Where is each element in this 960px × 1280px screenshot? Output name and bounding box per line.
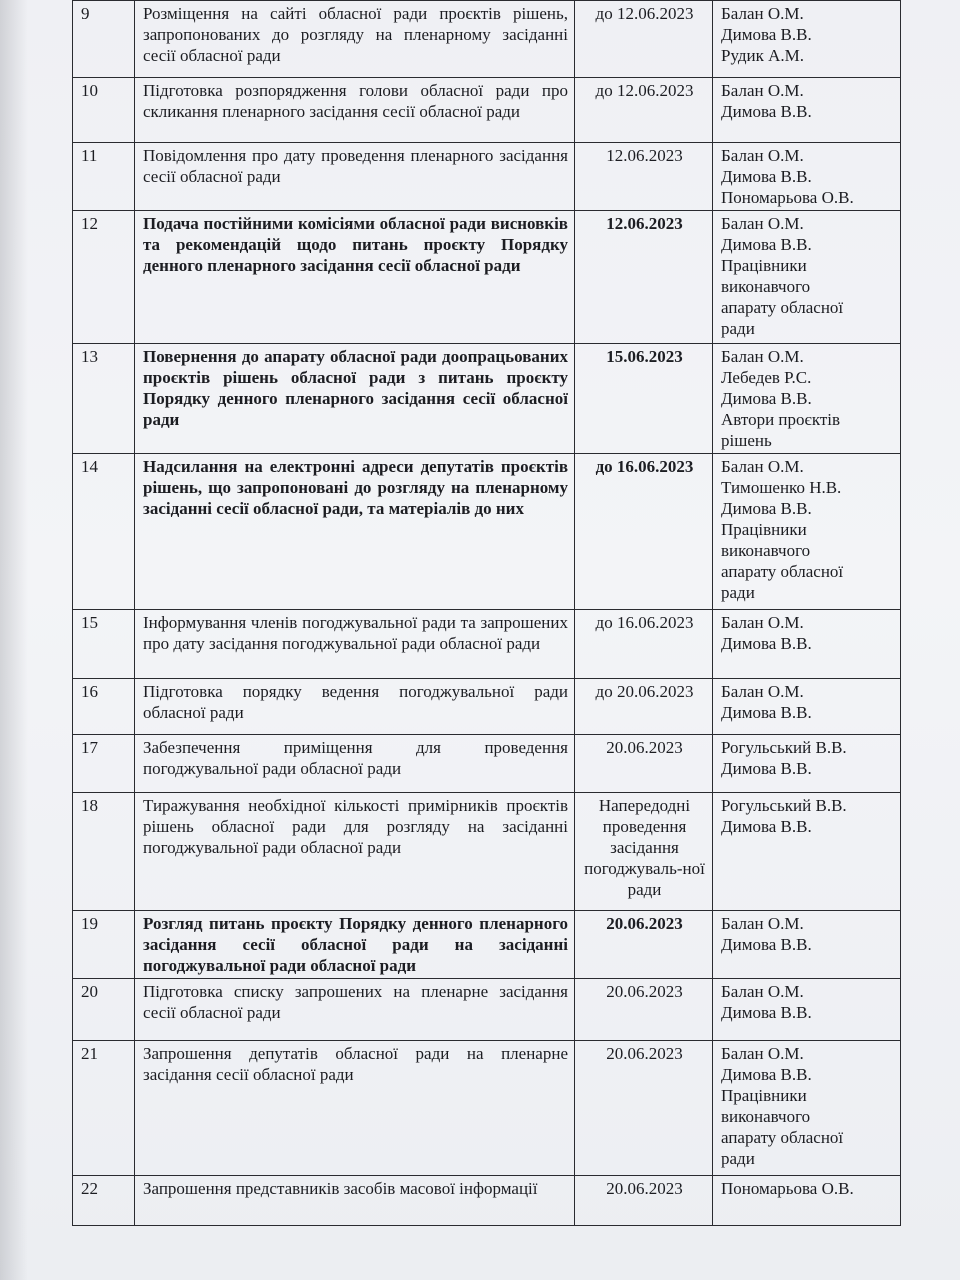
task-description: Запрошення депутатів обласної ради на пленарне засідання сесії обласної ради	[135, 1041, 575, 1176]
deadline: 15.06.2023	[575, 344, 713, 454]
responsible-person: Димова В.В.	[721, 634, 812, 653]
table-row	[73, 735, 901, 793]
task-description: Інформування членів погоджувальної ради та запрошених про дату засідання погоджувальної ради обласної ради	[135, 610, 575, 679]
table-row	[73, 911, 901, 979]
responsible-person: Тимошенко Н.В.	[721, 478, 842, 497]
responsible-person: виконавчого	[721, 541, 811, 560]
responsible-person: Балан О.М.	[721, 214, 804, 233]
responsible-person: Балан О.М.	[721, 347, 804, 366]
plan-table-body	[73, 1, 901, 1226]
task-description: Запрошення представників засобів масової інформації	[135, 1176, 575, 1226]
row-number: 15	[73, 610, 135, 679]
row-number: 21	[73, 1041, 135, 1176]
responsible-persons	[713, 344, 901, 454]
task-description: Забезпечення приміщення для проведення погоджувальної ради обласної ради	[135, 735, 575, 793]
table-row	[73, 979, 901, 1041]
responsible-person: Балан О.М.	[721, 682, 804, 701]
responsible-person: ради	[721, 583, 755, 602]
deadline: до 16.06.2023	[575, 454, 713, 610]
row-number: 22	[73, 1176, 135, 1226]
row-number: 11	[73, 143, 135, 211]
deadline: 12.06.2023	[575, 211, 713, 344]
task-description: Розгляд питань проєкту Порядку денного пленарного засідання сесії обласної ради на засіданні погоджувальної ради обласної ради	[135, 911, 575, 979]
table-row	[73, 1176, 901, 1226]
responsible-person: Димова В.В.	[721, 1065, 812, 1084]
responsible-persons	[713, 735, 901, 793]
table-row	[73, 610, 901, 679]
row-number: 18	[73, 793, 135, 911]
responsible-person: Автори проєктів	[721, 410, 841, 429]
responsible-person: апарату обласної	[721, 298, 844, 317]
responsible-person: Рудик А.М.	[721, 46, 805, 65]
plan-table	[72, 0, 901, 1226]
task-description: Підготовка списку запрошених на пленарне засідання сесії обласної ради	[135, 979, 575, 1041]
responsible-person: Пономарьова О.В.	[721, 1179, 854, 1198]
responsible-person: апарату обласної	[721, 1128, 844, 1147]
task-description: Підготовка розпорядження голови обласної ради про скликання пленарного засідання сесії обласної ради	[135, 78, 575, 143]
table-row	[73, 793, 901, 911]
row-number: 9	[73, 1, 135, 78]
row-number: 17	[73, 735, 135, 793]
deadline: 20.06.2023	[575, 1176, 713, 1226]
responsible-person: Балан О.М.	[721, 146, 804, 165]
task-description: Розміщення на сайті обласної ради проєктів рішень, запропонованих до розгляду на пленарному засіданні сесії обласної ради	[135, 1, 575, 78]
row-number: 13	[73, 344, 135, 454]
responsible-persons	[713, 211, 901, 344]
responsible-person: ради	[721, 1149, 755, 1168]
responsible-persons	[713, 911, 901, 979]
row-number: 20	[73, 979, 135, 1041]
row-number: 19	[73, 911, 135, 979]
task-description: Повідомлення про дату проведення пленарного засідання сесії обласної ради	[135, 143, 575, 211]
responsible-person: Балан О.М.	[721, 914, 804, 933]
deadline: 12.06.2023	[575, 143, 713, 211]
responsible-person: виконавчого	[721, 1107, 811, 1126]
responsible-person: Димова В.В.	[721, 25, 812, 44]
task-description: Повернення до апарату обласної ради доопрацьованих проєктів рішень обласної ради з питань проєкту Порядку денного пленарного засідання сесії обласної ради	[135, 344, 575, 454]
responsible-persons	[713, 78, 901, 143]
responsible-persons	[713, 610, 901, 679]
table-row	[73, 1, 901, 78]
responsible-person: виконавчого	[721, 277, 811, 296]
responsible-persons	[713, 679, 901, 735]
responsible-person: Балан О.М.	[721, 81, 804, 100]
responsible-persons	[713, 143, 901, 211]
responsible-person: Лебедев Р.С.	[721, 368, 812, 387]
responsible-persons	[713, 454, 901, 610]
deadline: 20.06.2023	[575, 1041, 713, 1176]
responsible-person: рішень	[721, 431, 772, 450]
row-number: 16	[73, 679, 135, 735]
responsible-persons	[713, 1176, 901, 1226]
table-row	[73, 78, 901, 143]
responsible-person: Димова В.В.	[721, 389, 812, 408]
deadline: до 12.06.2023	[575, 78, 713, 143]
table-row	[73, 211, 901, 344]
responsible-persons	[713, 793, 901, 911]
responsible-person: ради	[721, 319, 755, 338]
responsible-person: Працівники	[721, 1086, 807, 1105]
task-description: Надсилання на електронні адреси депутатів проєктів рішень, що запропоновані до розгляду на пленарному засіданні сесії обласної ради, та матеріалів до них	[135, 454, 575, 610]
table-row	[73, 454, 901, 610]
responsible-person: Балан О.М.	[721, 613, 804, 632]
task-description: Подача постійними комісіями обласної ради висновків та рекомендацій щодо питань проєкту Порядку денного пленарного засідання сесії обласної ради	[135, 211, 575, 344]
responsible-person: Рогульський В.В.	[721, 738, 847, 757]
table-row	[73, 1041, 901, 1176]
task-description: Підготовка порядку ведення погоджувальної ради обласної ради	[135, 679, 575, 735]
task-description: Тиражування необхідної кількості примірників проєктів рішень обласної ради для розгляду на засіданні погоджувальної ради обласної ради	[135, 793, 575, 911]
deadline: до 16.06.2023	[575, 610, 713, 679]
responsible-person: Димова В.В.	[721, 759, 812, 778]
responsible-person: Димова В.В.	[721, 102, 812, 121]
responsible-person: Пономарьова О.В.	[721, 188, 854, 207]
responsible-person: Димова В.В.	[721, 703, 812, 722]
responsible-person: Працівники	[721, 256, 807, 275]
responsible-person: Балан О.М.	[721, 1044, 804, 1063]
row-number: 14	[73, 454, 135, 610]
responsible-persons	[713, 1, 901, 78]
deadline: до 12.06.2023	[575, 1, 713, 78]
deadline: 20.06.2023	[575, 979, 713, 1041]
responsible-person: Димова В.В.	[721, 817, 812, 836]
responsible-person: Балан О.М.	[721, 4, 804, 23]
table-row	[73, 143, 901, 211]
responsible-person: Працівники	[721, 520, 807, 539]
row-number: 10	[73, 78, 135, 143]
responsible-person: Балан О.М.	[721, 457, 804, 476]
responsible-person: Балан О.М.	[721, 982, 804, 1001]
responsible-person: Димова В.В.	[721, 167, 812, 186]
responsible-person: Димова В.В.	[721, 235, 812, 254]
responsible-person: апарату обласної	[721, 562, 844, 581]
deadline: 20.06.2023	[575, 735, 713, 793]
responsible-person: Димова В.В.	[721, 499, 812, 518]
responsible-person: Димова В.В.	[721, 935, 812, 954]
responsible-person: Димова В.В.	[721, 1003, 812, 1022]
responsible-person: Рогульський В.В.	[721, 796, 847, 815]
table-row	[73, 344, 901, 454]
responsible-persons	[713, 979, 901, 1041]
row-number: 12	[73, 211, 135, 344]
deadline: 20.06.2023	[575, 911, 713, 979]
responsible-persons	[713, 1041, 901, 1176]
deadline: до 20.06.2023	[575, 679, 713, 735]
table-row	[73, 679, 901, 735]
deadline: Напередодні проведення засідання погоджуваль-ної ради	[575, 793, 713, 911]
